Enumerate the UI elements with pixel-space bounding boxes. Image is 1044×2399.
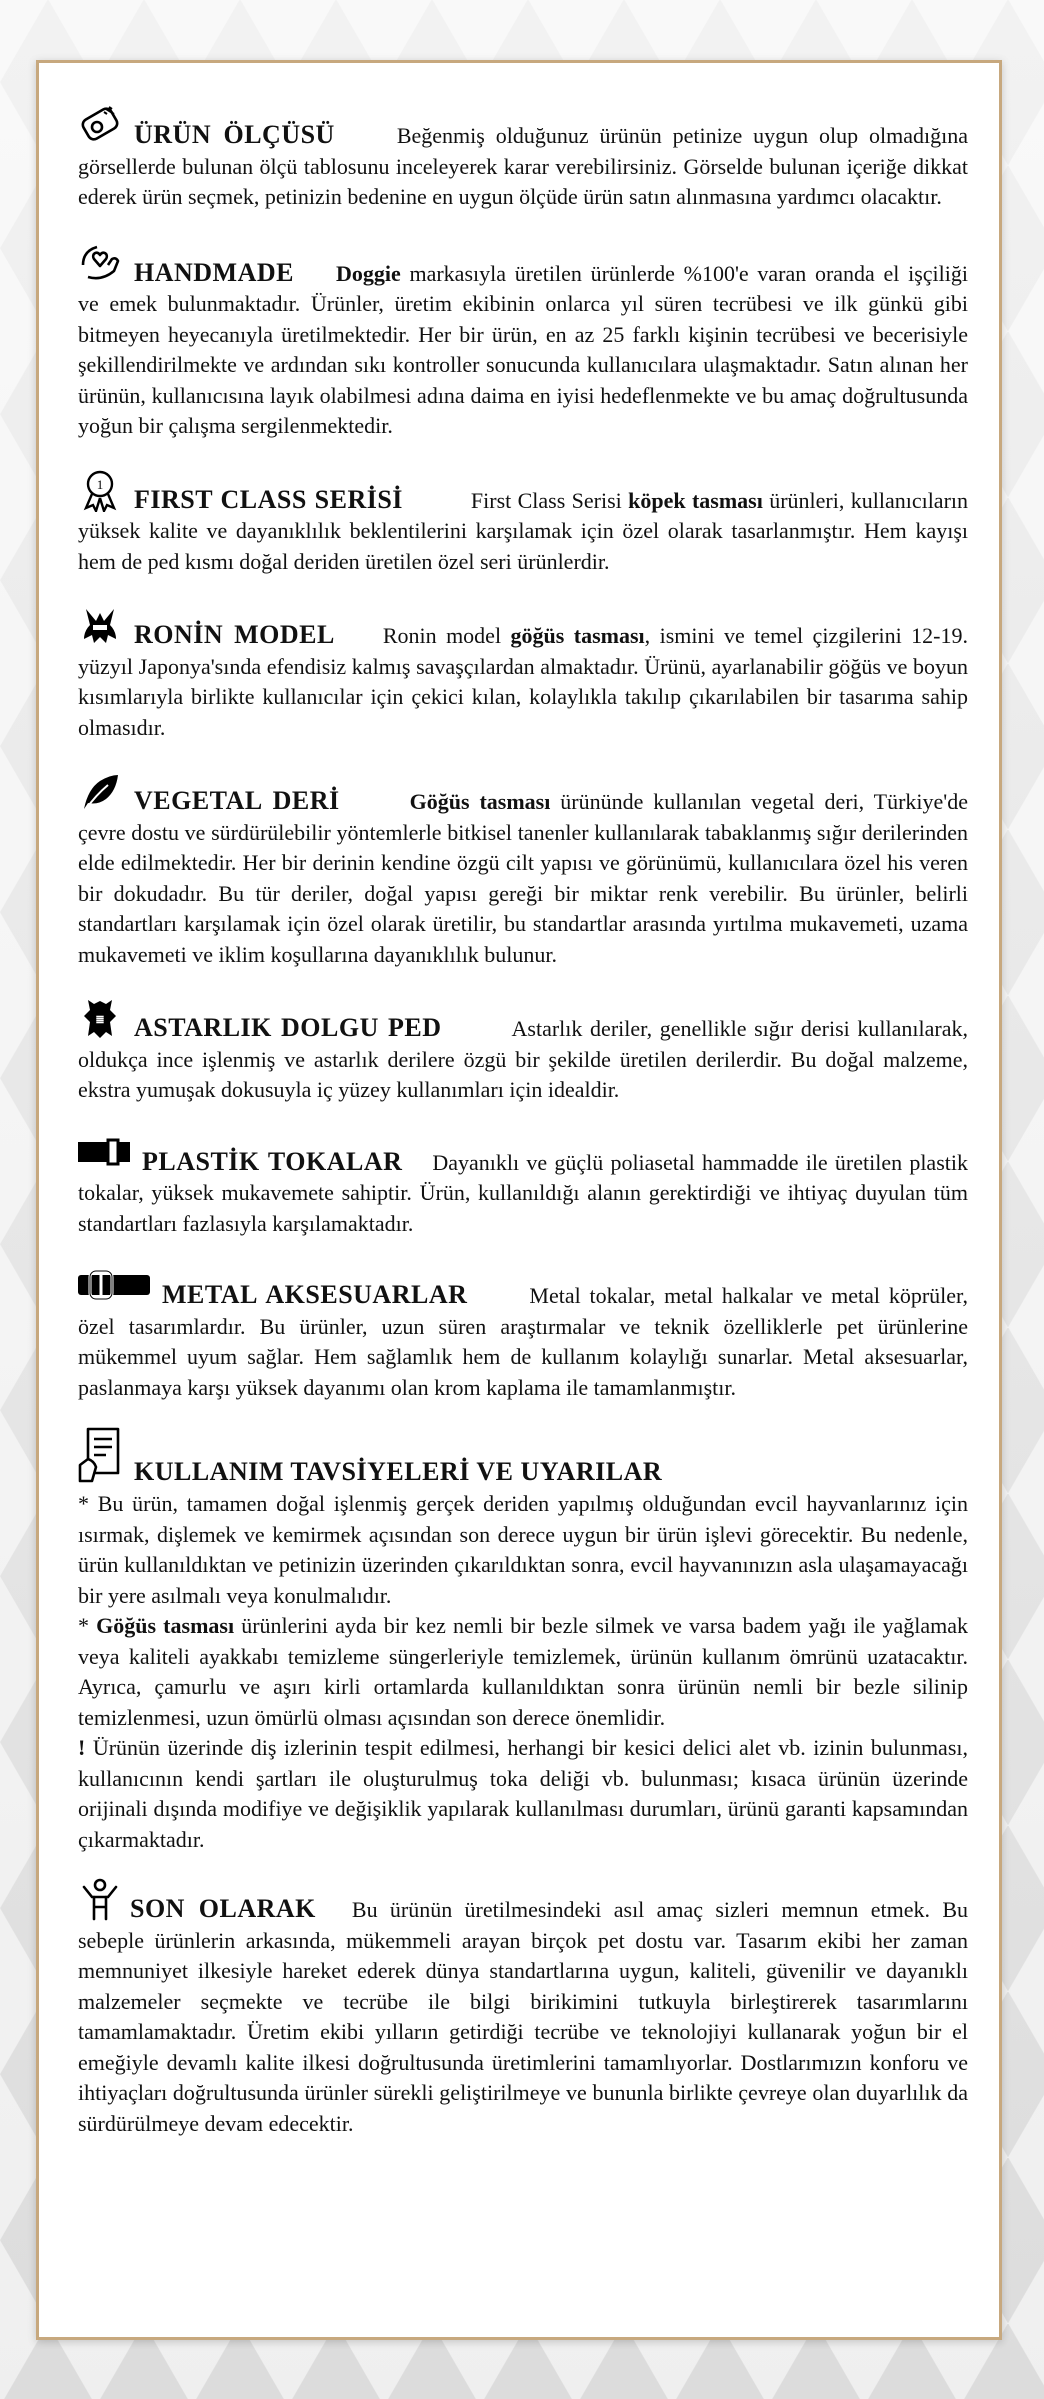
section-heading: HANDMADE (134, 257, 294, 287)
warning-mark: ! (78, 1735, 86, 1760)
svg-text:≣: ≣ (95, 1014, 105, 1026)
section-urun-olcusu (78, 103, 968, 213)
section-body: Astarlık deriler, genellikle sığır derisi kullanılarak, oldukça ince işlenmiş ve astarlık derilere özgü bir şekilde üretilen derilerdir. Bu doğal malzeme, ekstra yumuşak dokusuyla iç yüzey kullanımları için idealdir. (78, 1016, 968, 1102)
section-heading: METAL AKSESUARLAR (162, 1280, 468, 1309)
brand-name: Doggie (336, 260, 401, 286)
bullet-marker: * (78, 1613, 97, 1638)
product-keyword: Göğüs tasması (409, 789, 551, 814)
section-text (78, 1130, 968, 1240)
metal-buckle-icon (78, 1263, 150, 1307)
section-heading: PLASTİK TOKALAR (142, 1146, 403, 1176)
section-text (78, 1877, 968, 2139)
leaf-icon (78, 769, 122, 813)
section-text (78, 996, 968, 1106)
paragraph-body: Ürünün üzerinde diş izlerinin tespit edilmesi, herhangi bir kesici delici alet vb. izinin bulunması, kullanıcının kendi şartları ile oluşturulmuş toka deliği vb. bulunması; kısaca ürünün üzerinde orijinali dışında modifiye ve değişiklik yapılarak kullanılması durumları, ürünü garanti kapsamından çıkarmaktadır. (78, 1735, 968, 1852)
section-text (78, 1263, 968, 1403)
paragraph-body: ürünlerini ayda bir kez nemli bir bezle silmek ve varsa badem yağı ile yağlamak veya kaliteli ayakkabı temizleme süngerleriyle temizlemek, ürünün kullanım ömrünü uzatacaktır. Ayrıca, çamurlu ve aşırı kirli ortamlarda kullanıldıktan sonra ürünün nemli bir bezle silinip temizlenmesi, uzun ömürlü olması açısından son derece önemlidir. (78, 1613, 969, 1730)
warning-paragraph-1 (78, 1489, 968, 1611)
section-body: Bu ürünün üretilmesindeki asıl amaç sizleri memnun etmek. Bu sebeple ürünlerin arkasında, mükemmeli arayan birçok pet dostu var. Tasarım ekibi her zaman memnuniyet ilkesiyle hareket ederek dünya standartlarına uygun, kaliteli, güvenilir ve dayanıklı malzemeler seçmekte ve tecrübe ile bilgi birikimini tutkuyla birleştirerek tasarımlarını tamamlamaktadır. Üretim ekibi yılların getirdiği tecrübe ve teknolojiyi kullanarak yoğun bir el emeğiyle devamlı kalite ilkesi doğrultusunda üretimlerini tamamlıyorlar. Dostlarımızın konforu ve ihtiyaçları doğrultusunda ürünler sürekli geliştirilmeye ve bununla birlikte çevreye olan duyarlılık da sürdürülmeye devam edecektir. (78, 1897, 969, 2136)
section-heading: SON OLARAK (130, 1894, 316, 1923)
section-heading: ÜRÜN ÖLÇÜSÜ (134, 120, 335, 149)
section-heading: RONİN MODEL (134, 620, 335, 649)
section-body-lead: First Class Serisi (470, 487, 629, 513)
section-handmade (78, 241, 968, 442)
section-text (78, 603, 968, 743)
section-text (78, 103, 968, 213)
heart-hand-icon (78, 241, 122, 285)
section-body: markasıyla üretilen ürünlerde %100'e varan oranda el işçiliği ve emek bulunmaktadır. Ürünler, üretim ekibinin onlarca yıl süren tecrübesi ve ilk günkü gibi bitmeyen heyecanıyla üretilmektedir. Her bir ürün, en az 25 farklı kişinin tecrübesi ve becerisiyle şekillendirilmekte ve ardından sıkı kontroller sonucunda kullanıcılara ulaşmaktadır. Satın alınan her ürünün, kullanıcısına layık olabilmesi adına daima en iyisi hedeflenmekte ve bu amaç doğrultusunda yoğun bir çalışma sergilenmektedir. (78, 260, 968, 438)
section-body-lead: Ronin model (382, 623, 511, 648)
happy-person-icon (78, 1877, 122, 1921)
section-heading-row (78, 1425, 968, 1487)
svg-text:1: 1 (96, 476, 104, 492)
section-metal-aksesuarlar (78, 1263, 968, 1403)
section-vegetal-deri (78, 769, 968, 970)
plastic-buckle-icon (78, 1130, 130, 1174)
section-heading: KULLANIM TAVSİYELERİ VE UYARILAR (134, 1457, 663, 1486)
section-body: Metal tokalar, metal halkalar ve metal köprüler, özel tasarımlardır. Bu ürünler, uzun süren araştırmalar ve teknik özelliklerle pet ürünlerine mükemmel uyum sağlar. Hem sağlamlık hem de kullanım kolaylığı sunarlar. Metal aksesuarlar, paslanmaya karşı yüksek dayanımı olan krom kaplama ile tamamlanmıştır. (78, 1283, 968, 1400)
section-son-olarak (78, 1877, 968, 2139)
section-heading: FIRST CLASS SERİSİ (134, 484, 403, 514)
section-kullanim-tavsiyeleri (78, 1425, 968, 1855)
section-ronin (78, 603, 968, 743)
section-text (78, 241, 968, 442)
section-first-class (78, 468, 968, 578)
bullet-marker: * (78, 1491, 98, 1516)
section-body: ürününde kullanılan vegetal deri, Türkiye'de çevre dostu ve sürdürülebilir yöntemlerle bitkisel tanenler kullanılarak tabaklanmış sığır derilerinden elde edilmektedir. Her bir derinin kendine özgü cilt yapısı ve görünümü, kullanıcılara özel his veren bir dokudadır. Bu tür deriler, doğal yapısı gereği bir miktar renk verebilir. Bu ürünler, belirli standartları karşılamak için özel olarak üretilir, bu standartlar arasında yırtılma mukavemeti, uzama mukavemeti ve iklim koşullarına dayanıklılık bulunur. (78, 789, 969, 967)
section-plastik-tokalar (78, 1130, 968, 1240)
product-keyword: Göğüs tasması (96, 1613, 235, 1638)
measuring-tape-icon (78, 103, 122, 147)
warning-paragraph-3 (78, 1733, 968, 1855)
samurai-helmet-icon (78, 603, 122, 647)
product-keyword: göğüs tasması (510, 623, 645, 648)
section-body: , ismini ve temel çizgilerini 12-19. yüzyıl Japonya'sında efendisiz kalmış savaşçılardan almaktadır. Ürünü, ayarlanabilir göğüs ve boyun kısımlarıyla birlikte kullanıcılar için çekici kılan, kolaylıkla takılıp çıkarılabilen bir tasarıma sahip olmasıdır. (78, 623, 969, 740)
section-body: Dayanıklı ve güçlü poliasetal hammadde ile üretilen plastik tokalar, yüksek mukavemete sahiptir. Ürün, kullanıldığı alanın gerektirdiği ve ihtiyaç duyulan tüm standartları fazlasıyla karşılamaktadır. (78, 1149, 968, 1236)
award-medal-icon (78, 468, 122, 512)
content-panel (36, 60, 1002, 2340)
section-heading: VEGETAL DERİ (134, 786, 340, 815)
product-keyword: köpek tasması (628, 487, 763, 513)
leather-hide-icon (78, 996, 122, 1040)
section-text (78, 468, 968, 578)
section-astarlik (78, 996, 968, 1106)
section-body: Beğenmiş olduğunuz ürünün petinize uygun olup olmadığına görsellerde bulunan ölçü tablosunu inceleyerek karar verebilirsiniz. Görselde bulunan içeriğe dikkat ederek ürün seçmek, petinizin bedenine en uygun ölçüde ürün satın alınmasına yardımcı olacaktır. (78, 123, 968, 209)
content-column (78, 103, 968, 2139)
section-heading: ASTARLIK DOLGU PED (134, 1013, 442, 1042)
section-body: ürünleri, kullanıcıların yüksek kalite ve dayanıklılık beklentilerini karşılamak için özel olarak tasarlanmıştır. Hem kayışı hem de ped kısmı doğal deriden üretilen özel seri ürünlerdir. (78, 487, 969, 574)
document-hand-icon (78, 1425, 126, 1487)
section-text (78, 769, 968, 970)
warning-paragraph-2 (78, 1611, 968, 1733)
paragraph-body: Bu ürün, tamamen doğal işlenmiş gerçek deriden yapılmış olduğundan evcil hayvanlarınız için ısırmak, dişlemek ve kemirmek açısından son derece uygun bir ürün işlevi görecektir. Bu nedenle, ürün kullanıldıktan ve petinizin üzerinden çıkarıldıktan sonra, evcil hayvanınızın asla ulaşamayacağı bir yere asılmalı veya konulmalıdır. (78, 1491, 968, 1608)
